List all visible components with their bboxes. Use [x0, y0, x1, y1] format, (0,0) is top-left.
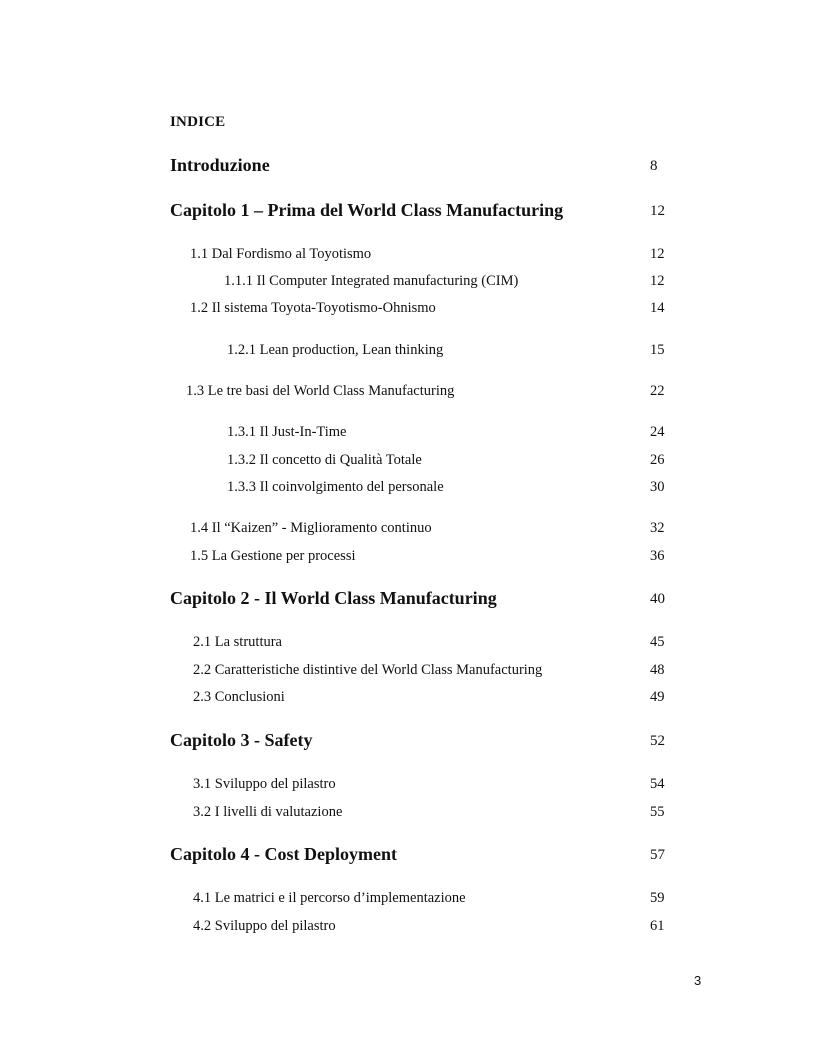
toc-entry-page: 26	[650, 452, 665, 468]
toc-entry-title: 1.3.1 Il Just-In-Time	[227, 424, 347, 440]
toc-entry-page: 48	[650, 662, 665, 678]
toc-entry-section	[0, 548, 816, 572]
toc-entry-section	[0, 689, 816, 713]
toc-entry-chapter	[0, 200, 816, 224]
toc-entry-title: Capitolo 2 - Il World Class Manufacturing	[170, 588, 497, 608]
toc-entry-subsection	[0, 452, 816, 476]
toc-entry-title: Introduzione	[170, 155, 270, 175]
toc-entry-page: 12	[650, 273, 665, 289]
toc-entry-subsection	[0, 424, 816, 448]
toc-entry-page: 24	[650, 424, 665, 440]
toc-entry-page: 55	[650, 804, 665, 820]
toc-entry-title: 3.2 I livelli di valutazione	[193, 804, 343, 820]
toc-entry-section	[0, 662, 816, 686]
toc-entry-page: 22	[650, 383, 665, 399]
toc-entry-title: 1.2 Il sistema Toyota-Toyotismo-Ohnismo	[190, 300, 436, 316]
page-number: 3	[694, 973, 702, 988]
toc-entry-title: 2.2 Caratteristiche distintive del World Class Manufacturing	[193, 662, 543, 678]
toc-entry-subsection	[0, 273, 816, 297]
toc-entry-page: 15	[650, 342, 665, 358]
toc-entry-title: 3.1 Sviluppo del pilastro	[193, 776, 336, 792]
toc-entry-chapter	[0, 588, 816, 612]
toc-entry-page: 52	[650, 733, 665, 749]
toc-entry-chapter	[0, 844, 816, 868]
toc-entry-title: 1.3.3 Il coinvolgimento del personale	[227, 479, 444, 495]
toc-entry-title: 1.5 La Gestione per processi	[190, 548, 356, 564]
toc-entry-section	[0, 804, 816, 828]
toc-entry-title: 1.1 Dal Fordismo al Toyotismo	[190, 246, 372, 262]
toc-entry-page: 45	[650, 634, 665, 650]
toc-entry-title: Capitolo 4 - Cost Deployment	[170, 844, 397, 864]
toc-entry-title: Capitolo 3 - Safety	[170, 730, 313, 750]
toc-entry-page: 32	[650, 520, 665, 536]
toc-entry-page: 12	[650, 246, 665, 262]
toc-entry-title: 4.1 Le matrici e il percorso d’implementazione	[193, 890, 466, 906]
toc-entry-title: Capitolo 1 – Prima del World Class Manufacturing	[170, 200, 564, 220]
toc-entry-page: 57	[650, 847, 665, 863]
toc-entry-section	[0, 300, 816, 324]
toc-entry-section	[0, 890, 816, 914]
toc-entry-page: 54	[650, 776, 665, 792]
toc-entry-section	[0, 383, 816, 407]
toc-entry-page: 12	[650, 203, 665, 219]
toc-entry-title: 2.1 La struttura	[193, 634, 282, 650]
toc-entry-section	[0, 918, 816, 942]
toc-entry-title: 1.2.1 Lean production, Lean thinking	[227, 342, 444, 358]
toc-entry-section	[0, 520, 816, 544]
toc-entry-section	[0, 246, 816, 270]
toc-entry-title: 1.3.2 Il concetto di Qualità Totale	[227, 452, 422, 468]
toc-entry-page: 30	[650, 479, 665, 495]
toc-entry-page: 14	[650, 300, 665, 316]
toc-entry-title: 1.4 Il “Kaizen” - Miglioramento continuo	[190, 520, 432, 536]
toc-entry-page: 36	[650, 548, 665, 564]
toc-entry-page: 49	[650, 689, 665, 705]
toc-entry-title: 4.2 Sviluppo del pilastro	[193, 918, 336, 934]
toc-entry-chapter	[0, 155, 816, 179]
toc-entry-title: 1.3 Le tre basi del World Class Manufacturing	[186, 383, 455, 399]
toc-entry-title: 1.1.1 Il Computer Integrated manufacturing (CIM)	[224, 273, 519, 289]
toc-entry-section	[0, 776, 816, 800]
toc-entry-page: 8	[650, 158, 658, 174]
toc-entry-page: 40	[650, 591, 665, 607]
toc-entry-page: 61	[650, 918, 665, 934]
toc-entry-page: 59	[650, 890, 665, 906]
toc-entry-section	[0, 634, 816, 658]
toc-entry-title: 2.3 Conclusioni	[193, 689, 285, 705]
toc-entry-subsection	[0, 342, 816, 366]
toc-heading: INDICE	[170, 114, 226, 130]
toc-entry-chapter	[0, 730, 816, 754]
toc-entry-subsection	[0, 479, 816, 503]
